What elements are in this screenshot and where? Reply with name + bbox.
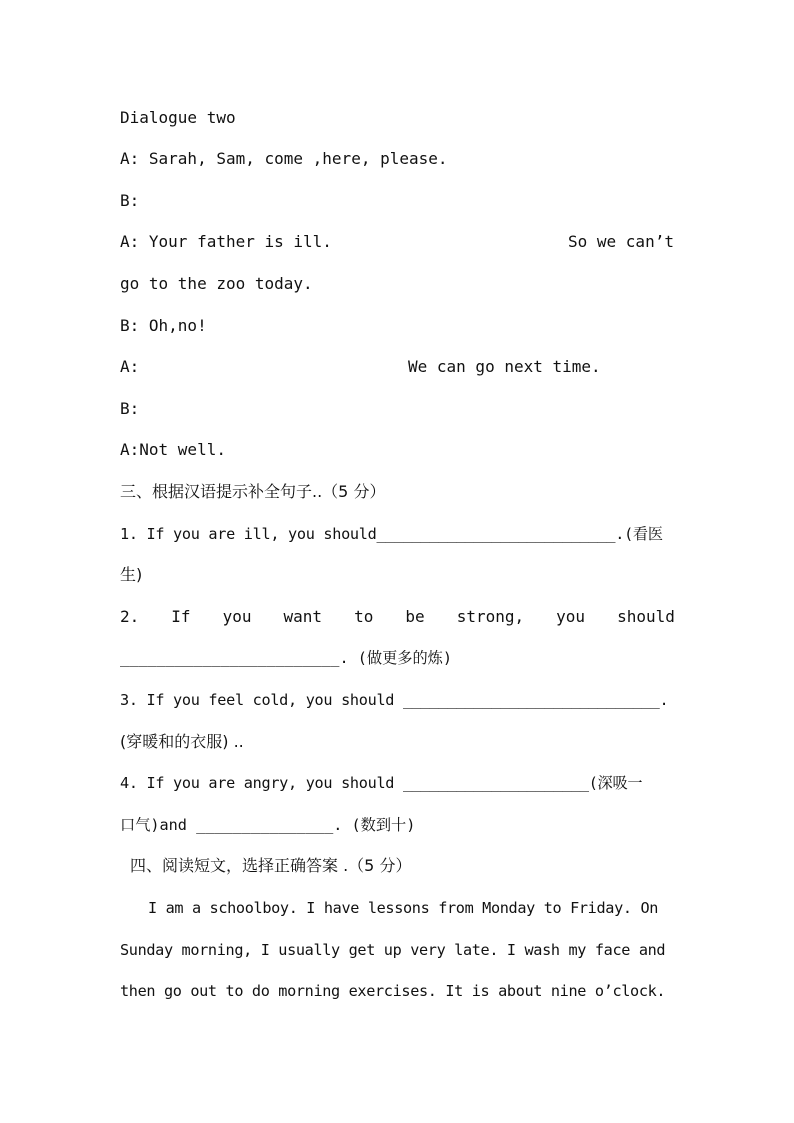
section3-heading: 三、根据汉语提示补全句子..（5 分）: [120, 482, 386, 501]
dialogue-line-continuation: So we can’t: [568, 232, 674, 251]
dialogue-title: Dialogue two: [120, 108, 236, 127]
dialogue-line: A: Sarah, Sam, come ,here, please.: [120, 149, 448, 168]
dialogue-line: A: Your father is ill.: [120, 232, 332, 251]
question-4-line2: 口气)and _______________. (数到十): [120, 816, 416, 834]
question-2-line2: ________________________. (做更多的炼): [120, 649, 452, 667]
question-2-word: strong,: [456, 607, 525, 626]
dialogue-line: B: Oh,no!: [120, 316, 207, 335]
dialogue-line: go to the zoo today.: [120, 274, 313, 293]
dialogue-line: B:: [120, 399, 140, 418]
question-4-line1: 4. If you are angry, you should _____________________(深吸一: [120, 774, 643, 792]
reading-paragraph-line: Sunday morning, I usually get up very late. I wash my face and: [120, 941, 666, 959]
question-3-line1: 3. If you feel cold, you should _____________________________.: [120, 691, 669, 709]
question-2-line1: [120, 607, 675, 627]
reading-paragraph-line: I am a schoolboy. I have lessons from Monday to Friday. On: [148, 899, 659, 917]
question-3-line2: (穿暖和的衣服) ..: [120, 732, 244, 751]
section4-heading: 四、阅读短文，选择正确答案 .（5 分）: [130, 856, 412, 875]
question-2-word: be: [405, 607, 425, 626]
dialogue-line: A:Not well.: [120, 440, 226, 459]
question-1-line1: 1. If you are ill, you should___________________________.(看医: [120, 525, 663, 543]
reading-paragraph-line: then go out to do morning exercises. It is about nine o’clock.: [120, 982, 666, 1000]
question-2-word: you: [556, 607, 586, 626]
question-2-word: to: [354, 607, 374, 626]
question-2-word: should: [617, 607, 675, 626]
question-2-word: you: [222, 607, 252, 626]
question-1-line2: 生): [120, 565, 143, 584]
question-2-word: want: [283, 607, 323, 626]
question-2-word: If: [171, 607, 191, 626]
dialogue-line: B:: [120, 191, 140, 210]
dialogue-line: A:: [120, 357, 140, 376]
dialogue-line-continuation: We can go next time.: [408, 357, 601, 376]
question-2-word: 2.: [120, 607, 140, 626]
